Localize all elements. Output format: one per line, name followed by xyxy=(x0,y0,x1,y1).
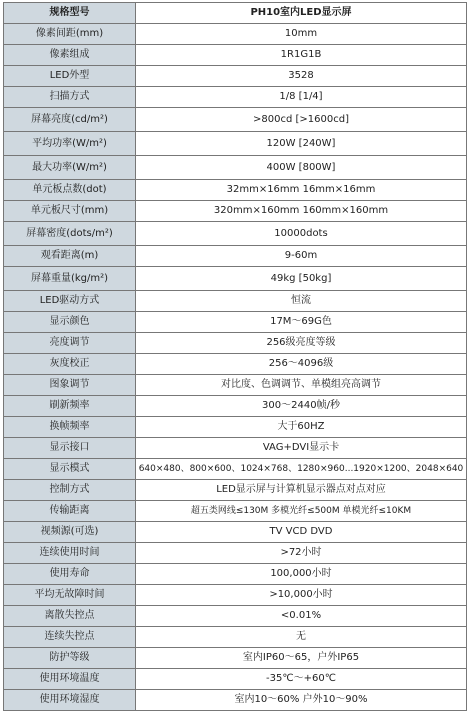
spec-label-cell: 亮度调节 xyxy=(4,333,136,354)
table-row xyxy=(4,87,467,108)
spec-value-cell: 3528 xyxy=(136,66,467,87)
spec-value-cell: >72小时 xyxy=(136,543,467,564)
spec-label-cell: 显示接口 xyxy=(4,438,136,459)
spec-label-cell: 扫描方式 xyxy=(4,87,136,108)
spec-label-cell: 显示颜色 xyxy=(4,312,136,333)
spec-value-cell: 超五类网线≤130M 多模光纤≤500M 单模光纤≤10KM xyxy=(136,501,467,522)
spec-label-cell: 传输距离 xyxy=(4,501,136,522)
spec-label-cell: 观看距离(m) xyxy=(4,246,136,267)
spec-label-cell: LED驱动方式 xyxy=(4,291,136,312)
spec-value-cell: -35℃～+60℃ xyxy=(136,669,467,690)
table-row xyxy=(4,564,467,585)
spec-value-cell: 17M～69G色 xyxy=(136,312,467,333)
spec-label-cell: 使用环境湿度 xyxy=(4,690,136,711)
spec-value-cell: 恒流 xyxy=(136,291,467,312)
table-row xyxy=(4,648,467,669)
spec-value-cell: 100,000小时 xyxy=(136,564,467,585)
spec-value-cell: 对比度、色调调节、单模组亮高调节 xyxy=(136,375,467,396)
spec-label-cell: 平均功率(W/m²) xyxy=(4,132,136,156)
spec-value-cell: 300～2440帧/秒 xyxy=(136,396,467,417)
spec-table xyxy=(3,2,467,711)
spec-value-cell: 1/8 [1/4] xyxy=(136,87,467,108)
table-row xyxy=(4,156,467,180)
spec-label-cell: 最大功率(W/m²) xyxy=(4,156,136,180)
spec-value-cell: 49kg [50kg] xyxy=(136,267,467,291)
spec-label-cell: 离散失控点 xyxy=(4,606,136,627)
spec-value-cell: 320mm×160mm 160mm×160mm xyxy=(136,201,467,222)
table-row xyxy=(4,606,467,627)
spec-value-cell: 室内IP60～65，户外IP65 xyxy=(136,648,467,669)
table-row xyxy=(4,24,467,45)
table-row xyxy=(4,333,467,354)
spec-value-cell: 9-60m xyxy=(136,246,467,267)
spec-label-cell: 灰度校正 xyxy=(4,354,136,375)
spec-label-cell: 单元板尺寸(mm) xyxy=(4,201,136,222)
spec-value-cell: VAG+DVI显示卡 xyxy=(136,438,467,459)
spec-label-cell: 屏幕重量(kg/m²) xyxy=(4,267,136,291)
spec-value-cell: >800cd [>1600cd] xyxy=(136,108,467,132)
table-row xyxy=(4,267,467,291)
spec-label-cell: 使用环境温度 xyxy=(4,669,136,690)
spec-value-cell: >10,000小时 xyxy=(136,585,467,606)
table-row xyxy=(4,222,467,246)
spec-label-cell: 使用寿命 xyxy=(4,564,136,585)
table-row xyxy=(4,480,467,501)
table-row xyxy=(4,501,467,522)
spec-value-cell: 1R1G1B xyxy=(136,45,467,66)
table-row xyxy=(4,585,467,606)
spec-label-cell: 换帧频率 xyxy=(4,417,136,438)
spec-value-cell: LED显示屏与计算机显示器点对点对应 xyxy=(136,480,467,501)
spec-label-cell: 图象调节 xyxy=(4,375,136,396)
spec-label-cell: 连续使用时间 xyxy=(4,543,136,564)
spec-label-cell: 像素组成 xyxy=(4,45,136,66)
table-row xyxy=(4,396,467,417)
table-row xyxy=(4,627,467,648)
table-row xyxy=(4,438,467,459)
spec-label-cell: 显示模式 xyxy=(4,459,136,480)
table-row xyxy=(4,522,467,543)
table-row xyxy=(4,690,467,711)
table-row xyxy=(4,180,467,201)
table-row xyxy=(4,375,467,396)
table-row xyxy=(4,246,467,267)
spec-label-cell: 单元板点数(dot) xyxy=(4,180,136,201)
table-row xyxy=(4,66,467,87)
spec-value-cell: 640×480、800×600、1024×768、1280×960...1920×1200、2048×640 xyxy=(136,459,467,480)
table-row xyxy=(4,354,467,375)
spec-value-cell: 无 xyxy=(136,627,467,648)
table-row xyxy=(4,201,467,222)
spec-label-cell: 防护等级 xyxy=(4,648,136,669)
spec-label-cell: 像素间距(mm) xyxy=(4,24,136,45)
spec-table-body xyxy=(4,3,467,711)
header-value-cell: PH10室内LED显示屏 xyxy=(136,3,467,24)
table-row xyxy=(4,459,467,480)
header-label-cell: 规格型号 xyxy=(4,3,136,24)
table-row xyxy=(4,108,467,132)
spec-value-cell: 室内10～60% 户外10～90% xyxy=(136,690,467,711)
spec-value-cell: <0.01% xyxy=(136,606,467,627)
spec-label-cell: 连续失控点 xyxy=(4,627,136,648)
spec-label-cell: 控制方式 xyxy=(4,480,136,501)
spec-value-cell: 大于60HZ xyxy=(136,417,467,438)
table-row xyxy=(4,132,467,156)
spec-value-cell: 32mm×16mm 16mm×16mm xyxy=(136,180,467,201)
table-header-row xyxy=(4,3,467,24)
spec-value-cell: 400W [800W] xyxy=(136,156,467,180)
spec-label-cell: LED外型 xyxy=(4,66,136,87)
spec-label-cell: 刷新频率 xyxy=(4,396,136,417)
spec-value-cell: 256～4096级 xyxy=(136,354,467,375)
table-row xyxy=(4,669,467,690)
spec-label-cell: 屏幕亮度(cd/m²) xyxy=(4,108,136,132)
spec-value-cell: 256级亮度等级 xyxy=(136,333,467,354)
spec-value-cell: 10000dots xyxy=(136,222,467,246)
spec-value-cell: 10mm xyxy=(136,24,467,45)
table-row xyxy=(4,543,467,564)
spec-value-cell: TV VCD DVD xyxy=(136,522,467,543)
spec-label-cell: 屏幕密度(dots/m²) xyxy=(4,222,136,246)
table-row xyxy=(4,45,467,66)
table-row xyxy=(4,417,467,438)
spec-value-cell: 120W [240W] xyxy=(136,132,467,156)
spec-label-cell: 平均无故障时间 xyxy=(4,585,136,606)
spec-label-cell: 视频源(可选) xyxy=(4,522,136,543)
table-row xyxy=(4,291,467,312)
table-row xyxy=(4,312,467,333)
